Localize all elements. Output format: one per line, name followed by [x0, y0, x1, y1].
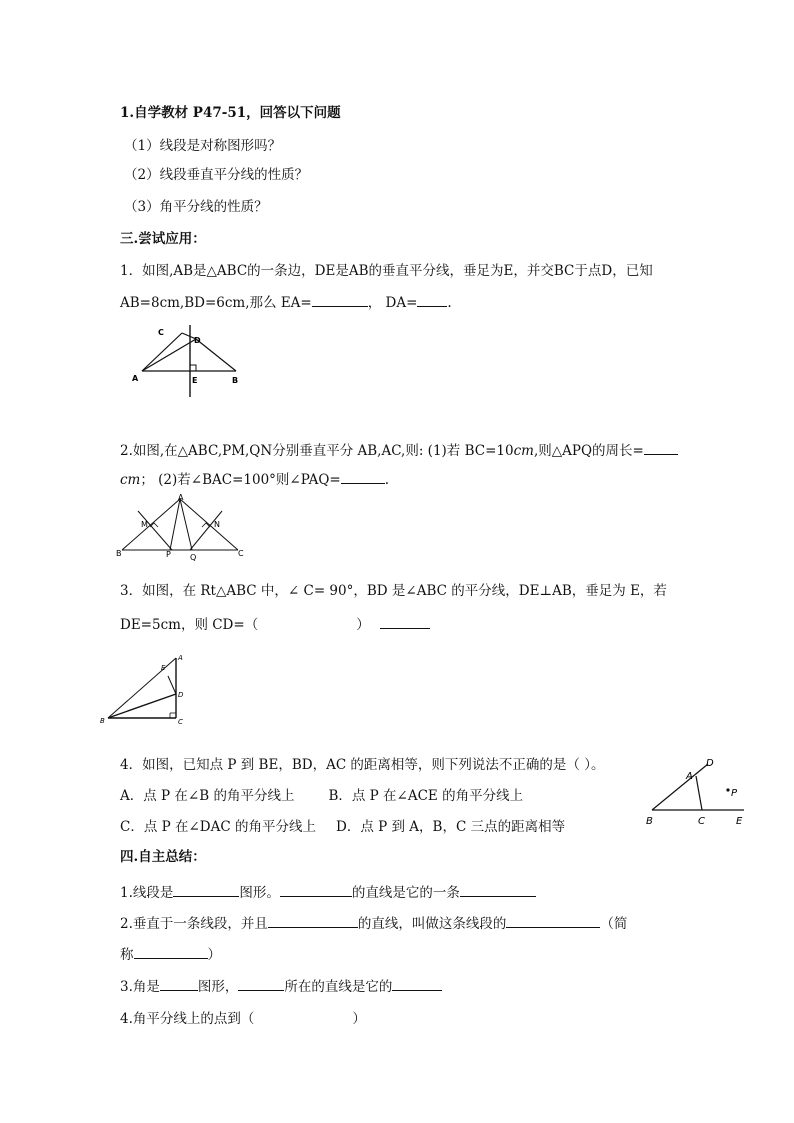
fig4-label-p: P [731, 788, 738, 799]
summary1-blank-2[interactable] [280, 882, 352, 897]
section1-q2: （2）线段垂直平分线的性质？ [124, 167, 309, 183]
fig1-label-b: B [232, 376, 239, 385]
summary4-text-a: 4.角平分线上的点到（ [120, 1011, 255, 1027]
problem2-text-b: ,则△APQ的周长= [533, 443, 644, 459]
fig4-label-a: A [686, 771, 693, 782]
fig1-label-d: D [194, 336, 201, 345]
section1-q3: （3）角平分线的性质？ [124, 199, 268, 215]
problem2-unit: cm [513, 443, 534, 459]
fig2-label-n: N [214, 520, 220, 529]
problem4-option-c: C．点 P 在∠DAC 的角平分线上 [120, 819, 317, 835]
summary2-text-a: 2.垂直于一条线段，并且 [120, 916, 268, 932]
problem2-line2 [120, 469, 389, 489]
summary2-blank-3[interactable] [134, 944, 208, 959]
summary3-blank-2[interactable] [238, 976, 284, 991]
problem2-text-d: . [384, 472, 390, 488]
fig4-point-p [726, 788, 729, 791]
fig2-label-a: A [178, 493, 184, 502]
summary2-blank-1[interactable] [268, 913, 358, 928]
summary-line4 [120, 1010, 366, 1028]
problem3-line2 [120, 614, 430, 634]
figure-1-triangle [130, 325, 250, 400]
fig2-label-p: P [166, 550, 171, 559]
problem4-option-d: D．点 P 到 A，B，C 三点的距离相等 [336, 819, 566, 835]
fig4-label-c: C [698, 816, 705, 827]
problem3-text-a: DE=5cm，则 CD=（ [120, 617, 259, 633]
fig1-label-c: C [158, 328, 164, 337]
figure-2-triangle [114, 493, 254, 563]
summary2-text-c: （简 [600, 916, 628, 932]
summary2-blank-2[interactable] [506, 913, 600, 928]
fig2-label-b: B [116, 549, 122, 558]
problem1-line2 [120, 292, 452, 312]
summary4-text-b: ） [352, 1011, 366, 1027]
problem2-text-c: ； (2)若∠BAC=100°则∠PAQ= [140, 472, 341, 488]
problem4-line1: 4．如图，已知点 P 到 BE，BD，AC 的距离相等，则下列说法不正确的是（ ）。 [120, 757, 605, 773]
summary3-text-c: 所在的直线是它的 [284, 979, 393, 995]
section1-q1: （1）线段是对称图形吗？ [124, 138, 282, 154]
problem1-text-c: . [447, 295, 452, 311]
section4-title: 四.自主总结： [120, 849, 206, 865]
summary3-blank-3[interactable] [392, 976, 442, 991]
answer-blank-perimeter[interactable] [644, 440, 678, 455]
fig2-label-c: C [238, 549, 244, 558]
answer-blank-paq[interactable] [341, 469, 385, 484]
fig2-label-q: Q [190, 553, 197, 562]
fig3-label-a: A [178, 654, 183, 662]
fig1-label-e: E [192, 376, 198, 385]
problem2-text-a: 2.如图,在△ABC,PM,QN分别垂直平分 AB,AC,则: (1)若 BC=10 [120, 443, 514, 459]
figure-3-right-triangle [98, 650, 198, 730]
problem4-option-b: B．点 P 在∠ACE 的角平分线上 [328, 788, 524, 804]
summary2-text-b: 的直线，叫做这条线段的 [357, 916, 507, 932]
fig2-label-m: M [141, 520, 148, 529]
fig4-label-e: E [736, 816, 743, 827]
answer-blank-da[interactable] [417, 292, 447, 307]
summary3-text-a: 3.角是 [120, 979, 160, 995]
summary3-blank-1[interactable] [160, 976, 198, 991]
summary1-blank-1[interactable] [173, 882, 239, 897]
summary1-blank-3[interactable] [460, 882, 536, 897]
fig3-label-c: C [178, 718, 183, 726]
problem3-text-b: ） [356, 617, 370, 633]
problem4-options-ab [120, 787, 523, 805]
summary-line1 [120, 882, 536, 902]
summary3-text-b: 图形， [197, 979, 239, 995]
summary1-text-b: 图形。 [239, 885, 280, 901]
summary2-text-d: 称 [120, 947, 134, 963]
fig1-label-a: A [132, 374, 139, 383]
section3-title: 三.尝试应用： [120, 231, 206, 247]
summary-line3 [120, 976, 442, 996]
summary1-text-a: 1.线段是 [120, 885, 174, 901]
fig3-label-e: E [161, 664, 166, 672]
problem1-text-a: AB=8cm,BD=6cm,那么 EA= [120, 295, 312, 311]
figure-4-angle [640, 752, 760, 832]
fig4-label-d: D [706, 758, 714, 769]
answer-blank-cd[interactable] [380, 614, 430, 629]
problem1-line1: 1．如图,AB是△ABC的一条边，DE是AB的垂直平分线，垂足为E，并交BC于点D，已知 [120, 263, 653, 279]
summary-line2-cont [120, 944, 221, 964]
section1-title: 1.自学教材 P47-51，回答以下问题 [120, 105, 341, 121]
fig3-label-b: B [100, 717, 105, 725]
problem2-unit-2: cm [120, 472, 141, 488]
problem3-line1: 3．如图，在 Rt△ABC 中，∠ C= 90°，BD 是∠ABC 的平分线，DE⊥AB，垂足为 E，若 [120, 583, 667, 599]
problem4-option-a: A．点 P 在∠B 的角平分线上 [120, 788, 295, 804]
problem4-options-cd [120, 818, 565, 836]
fig4-label-b: B [646, 816, 653, 827]
answer-blank-ea[interactable] [312, 292, 368, 307]
summary-line2 [120, 913, 627, 933]
summary2-text-e: ） [207, 947, 221, 963]
fig3-label-d: D [178, 691, 184, 699]
summary1-text-c: 的直线是它的一条 [351, 885, 460, 901]
problem1-text-b: ， DA= [367, 295, 418, 311]
problem2-line1 [120, 440, 678, 460]
